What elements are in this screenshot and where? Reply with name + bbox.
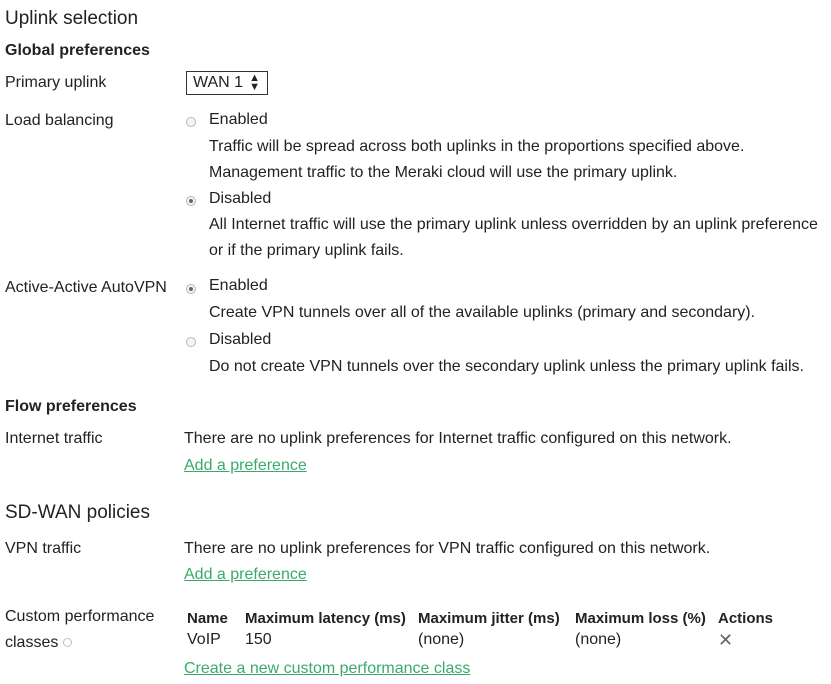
autovpn-enabled-label[interactable]: Enabled	[209, 277, 268, 294]
internet-traffic-label: Internet traffic	[5, 430, 103, 447]
load-balancing-disabled-radio[interactable]	[186, 196, 196, 206]
autovpn-disabled-desc: Do not create VPN tunnels over the secondary uplink unless the primary uplink fails.	[209, 358, 804, 375]
col-header-actions: Actions	[718, 610, 774, 627]
table-row-latency: 150	[245, 631, 272, 648]
vpn-traffic-message: There are no uplink preferences for VPN traffic configured on this network.	[184, 540, 711, 557]
load-balancing-disabled-desc-2: or if the primary uplink fails.	[209, 242, 404, 259]
table-row-jitter: (none)	[418, 631, 465, 648]
load-balancing-enabled-label[interactable]: Enabled	[209, 111, 268, 128]
internet-add-preference-link[interactable]: Add a preference	[184, 457, 307, 474]
sdwan-policies-heading: SD-WAN policies	[5, 502, 150, 523]
vpn-traffic-label: VPN traffic	[5, 540, 82, 557]
table-row-loss: (none)	[575, 631, 622, 648]
load-balancing-label: Load balancing	[5, 112, 114, 129]
autovpn-disabled-radio[interactable]	[186, 337, 196, 347]
load-balancing-enabled-radio[interactable]	[186, 117, 196, 127]
primary-uplink-select[interactable]	[186, 71, 268, 95]
internet-traffic-message: There are no uplink preferences for Internet traffic configured on this network.	[184, 430, 732, 447]
autovpn-disabled-label[interactable]: Disabled	[209, 331, 272, 348]
section-title: Uplink selection	[5, 8, 139, 29]
vpn-add-preference-link[interactable]: Add a preference	[184, 566, 307, 583]
global-preferences-heading: Global preferences	[5, 42, 150, 59]
col-header-name: Name	[187, 610, 228, 627]
custom-classes-label-line1: Custom performance	[5, 608, 155, 625]
delete-icon[interactable]: ✕	[718, 630, 734, 650]
create-custom-class-link[interactable]: Create a new custom performance class	[184, 660, 471, 677]
load-balancing-enabled-desc-1: Traffic will be spread across both uplinks in the proportions specified above.	[209, 138, 745, 155]
primary-uplink-label: Primary uplink	[5, 74, 107, 91]
updown-arrows-icon: ▲ ▼	[249, 72, 260, 93]
col-header-latency: Maximum latency (ms)	[245, 610, 406, 627]
custom-classes-label-line2	[5, 634, 72, 652]
flow-preferences-heading: Flow preferences	[5, 398, 137, 415]
load-balancing-disabled-label[interactable]: Disabled	[209, 190, 272, 207]
col-header-loss: Maximum loss (%)	[575, 610, 706, 627]
col-header-jitter: Maximum jitter (ms)	[418, 610, 560, 627]
autovpn-enabled-radio[interactable]	[186, 284, 196, 294]
autovpn-enabled-desc: Create VPN tunnels over all of the available uplinks (primary and secondary).	[209, 304, 756, 321]
custom-classes-label-text: classes	[5, 634, 59, 651]
info-icon[interactable]	[63, 638, 72, 647]
load-balancing-enabled-desc-2: Management traffic to the Meraki cloud will use the primary uplink.	[209, 164, 678, 181]
active-autovpn-label: Active-Active AutoVPN	[5, 279, 167, 296]
load-balancing-disabled-desc-1: All Internet traffic will use the primary uplink unless overridden by an uplink preference	[209, 216, 818, 233]
primary-uplink-value: WAN 1	[193, 74, 244, 91]
table-row-name: VoIP	[187, 631, 221, 648]
